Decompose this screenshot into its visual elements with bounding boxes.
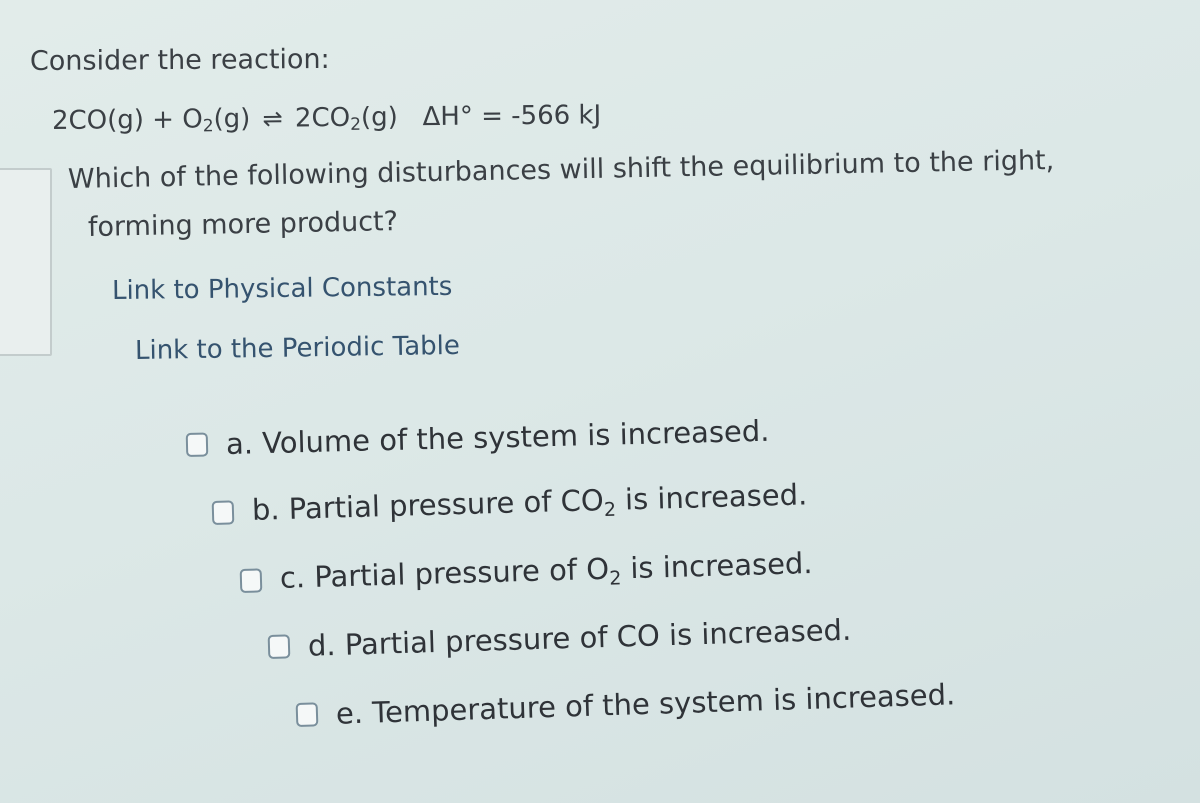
option-b-text: b. Partial pressure of CO: [251, 483, 605, 527]
equation-reactant-state: (g): [213, 103, 251, 135]
option-e-label: e. Temperature of the system is increased.: [335, 677, 956, 731]
option-b-text-end: is increased.: [615, 477, 808, 517]
question-prompt-line-1: Which of the following disturbances will shift the equilibrium to the right,: [67, 145, 1055, 195]
equation-product: 2CO: [294, 102, 351, 134]
equilibrium-arrow-icon: ⇌: [262, 104, 283, 133]
checkbox-icon[interactable]: [212, 500, 235, 525]
equation-reactants: 2CO(g) + O: [51, 104, 203, 136]
option-c-text-end: is increased.: [620, 546, 813, 586]
question-intro: Consider the reaction:: [29, 43, 330, 77]
option-b[interactable]: [211, 477, 807, 532]
equation-product-state: (g): [360, 102, 398, 133]
option-c-text: c. Partial pressure of O: [279, 551, 610, 595]
option-c-label: [279, 546, 813, 599]
option-c[interactable]: [239, 546, 813, 600]
option-a-label: a. Volume of the system is increased.: [225, 413, 770, 462]
checkbox-icon[interactable]: [296, 702, 319, 727]
checkbox-icon[interactable]: [268, 634, 291, 659]
enthalpy-value: ΔH° = -566 kJ: [422, 100, 602, 133]
option-a[interactable]: [186, 414, 770, 462]
equation-subscript: 2: [202, 116, 214, 137]
option-b-label: [251, 477, 807, 530]
equation-subscript: 2: [350, 114, 362, 135]
option-c-subscript: 2: [608, 567, 622, 590]
checkbox-icon[interactable]: [186, 432, 209, 457]
periodic-table-link[interactable]: Link to the Periodic Table: [134, 330, 461, 366]
option-e[interactable]: [295, 677, 955, 732]
option-b-subscript: 2: [603, 498, 617, 522]
option-d[interactable]: [267, 613, 851, 664]
reaction-equation: [52, 100, 602, 138]
physical-constants-link[interactable]: Link to Physical Constants: [111, 271, 453, 306]
option-d-label: d. Partial pressure of CO is increased.: [307, 612, 852, 663]
question-prompt-line-2: forming more product?: [87, 206, 399, 243]
checkbox-icon[interactable]: [240, 568, 263, 593]
